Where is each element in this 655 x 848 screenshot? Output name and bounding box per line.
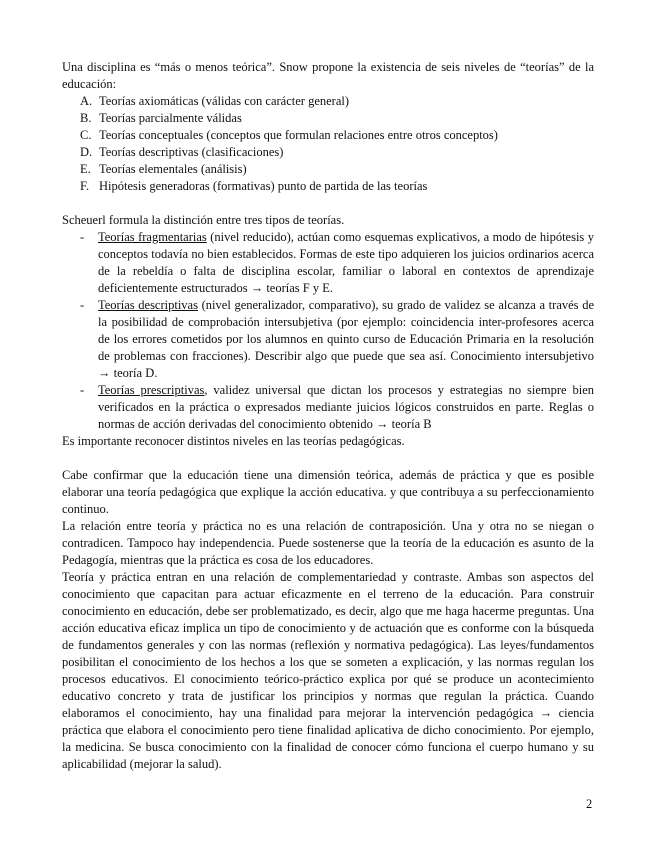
list-item: B. Teorías parcialmente válidas [80,111,242,125]
blank-line [62,450,594,467]
list-item: F. Hipótesis generadoras (formativas) punto de partida de las teorías [80,179,428,193]
theory-levels-list [62,93,594,195]
list-item: E. Teorías elementales (análisis) [80,162,247,176]
list-item: - Teorías descriptivas (nivel generalizador, comparativo), su grado de validez se alcanza a través de la posibilidad de comprobación intersubjetiva (por ejemplo: coincidencia inter-profesores acerca de los errores cometidos por los alumnos en quinto curso de Educación Primaria en la resolución de problemas con fracciones). Describir algo que puede que sea así. Conocimiento intersubjetivo → teoría D. [80,298,594,380]
term-descriptivas: Teorías descriptivas [98,298,198,312]
list-item: A. Teorías axiomáticas (válidas con carácter general) [80,94,350,108]
term-fragmentarias: Teorías fragmentarias [98,230,207,244]
list-item: - Teorías fragmentarias (nivel reducido), actúan como esquemas explicativos, a modo de hipótesis y conceptos todavía no bien establecidos. Formas de este tipo adquieren los juicios ordinarios acerca de la rebeldía o falta de disciplina escolar, familiar o laboral en contextos de aprendizaje deficientemente estructurados → teorías F y E. [80,230,594,295]
page-number: 2 [586,797,593,811]
body-paragraph: Cabe confirmar que la educación tiene una dimensión teórica, además de práctica y que es posible elaborar una teoría pedagógica que explique la acción educativa. y que contribuya a su perfeccionamiento continuo. [62,468,594,516]
body-paragraph: La relación entre teoría y práctica no es una relación de contraposición. Una y otra no se niegan o contradicen. Tampoco hay independencia. Puede sostenerse que la teoría de la educación es asunto de la Pedagogía, mientras que la práctica es cosa de los educadores. [62,519,594,567]
body-paragraph: Teoría y práctica entran en una relación de complementariedad y contraste. Ambas son aspectos del conocimiento que capacitan para actuar eficazmente en el terreno de la educación. Para construir conocimiento en educación, debe ser problematizado, es decir, algo que me haga hacerme preguntas. Una acción educativa eficaz implica un tipo de conocimiento y de actuación que es conforme con la búsqueda de fundamentos generales y con las normas (reflexión y normativa pedagógica). Las leyes/fundamentos posibilitan el conocimiento de los hechos a los que se someten a explicación, y las normas regulan los procesos educativos. El conocimiento teórico-práctico explica por qué se produce un acontecimiento educativo concreto y trata de justificar los principios y normas que regulan la práctica. Cuando elaboramos el conocimiento, hay una finalidad para mejorar la intervención pedagógica → ciencia práctica que elabora el conocimiento pero tiene finalidad aplicativa de dicho conocimiento. Por ejemplo, la medicina. Se busca conocimiento con la finalidad de conocer cómo funciona el cuerpo humano y su aplicabilidad (mejorar la salud). [62,570,594,771]
term-prescriptivas: Teorías prescriptivas [98,383,205,397]
list-item: D. Teorías descriptivas (clasificaciones) [80,145,284,159]
scheuerl-theories-list [62,229,594,433]
intro-paragraph: Una disciplina es “más o menos teórica”. Snow propone la existencia de seis niveles de “teorías” de la educación: [62,60,594,91]
scheuerl-conclusion: Es importante reconocer distintos niveles en las teorías pedagógicas. [62,434,405,448]
list-item: - Teorías prescriptivas, validez universal que dictan los procesos y estrategias no siempre bien verificados en la práctica o expresados mediante juicios lógicos construidos en parte. Reglas o normas de acción derivadas del conocimiento obtenido → teoría B [80,383,594,431]
list-item: C. Teorías conceptuales (conceptos que formulan relaciones entre otros conceptos) [80,128,498,142]
scheuerl-intro: Scheuerl formula la distinción entre tres tipos de teorías. [62,213,345,227]
page-content [62,59,594,773]
blank-line [62,195,594,212]
